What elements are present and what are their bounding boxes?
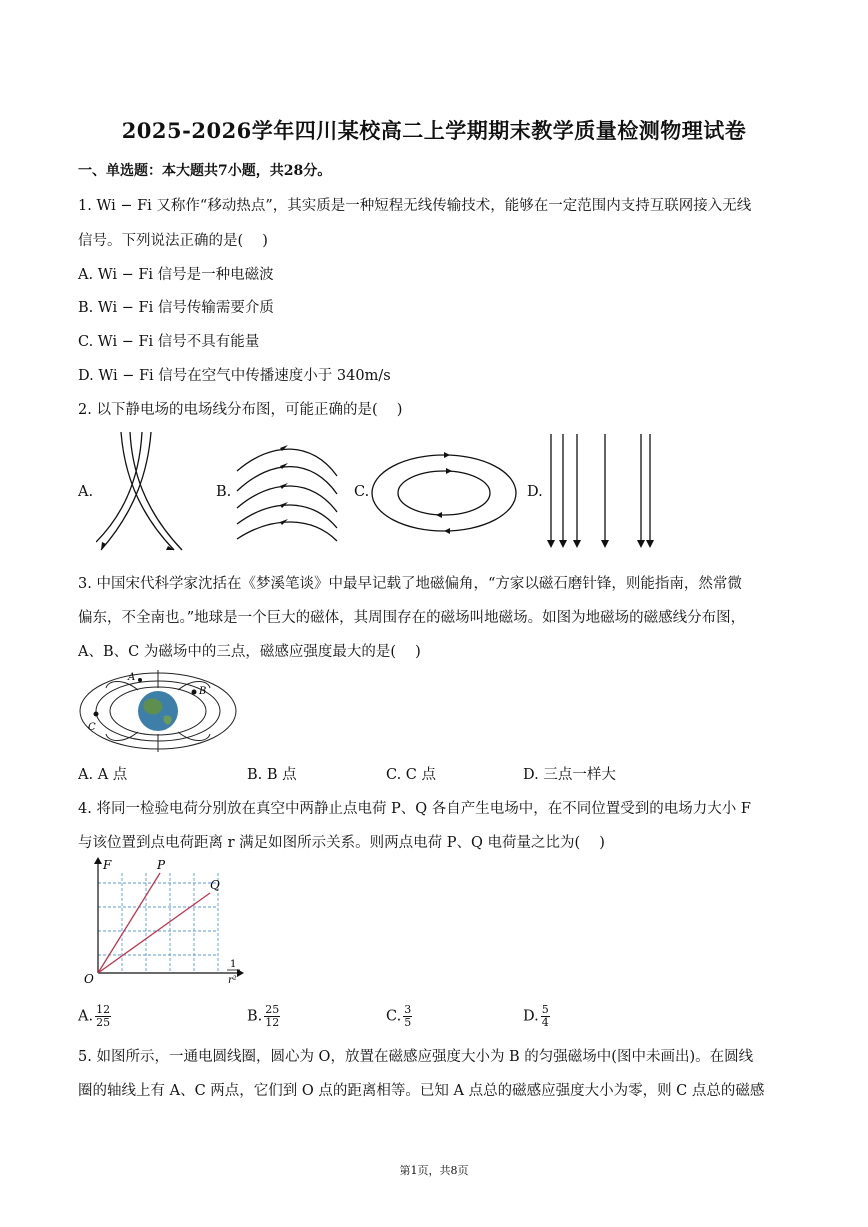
page-footer: 第1页，共8页 — [399, 1164, 469, 1177]
earth-magnetic-field-figure — [78, 668, 240, 754]
graph-y-label: F — [103, 858, 112, 872]
q1-option-a: A. Wi − Fi 信号是一种电磁波 — [78, 267, 274, 283]
q4-option-d: D. $\frac{5}{4}$ — [523, 1003, 549, 1029]
q5-stem-line1: 5. 如图所示，一通电圆线圈，圆心为 O，放置在磁感应强度大小为 B 的匀强磁场中(图中未画出)。在圆线 — [78, 1049, 754, 1065]
graph-origin-label: O — [84, 972, 94, 986]
q4-stem-line2: 与该位置到点电荷距离 r 满足如图所示关系。则两点电荷 P、Q 电荷量之比为( ) — [78, 835, 605, 851]
q1-option-b: B. Wi − Fi 信号传输需要介质 — [78, 300, 274, 316]
q3-stem-line2: 偏东，不全南也。”地球是一个巨大的磁体，其周围存在的磁场叫地磁场。如图为地磁场的磁感线分布图， — [78, 610, 746, 626]
q4-option-c: C. $\frac{3}{5}$ — [386, 1003, 412, 1029]
graph-line-q-label: Q — [210, 878, 220, 892]
q5-stem-line2: 圈的轴线上有 A、C 两点，它们到 O 点的距离相等。已知 A 点总的磁感应强度大小为零，则 C 点总的磁感 — [78, 1083, 765, 1099]
point-a-label: A — [128, 672, 136, 683]
q1-stem-line2: 信号。下列说法正确的是( ) — [78, 233, 268, 249]
graph-x-numerator: 1 — [230, 959, 237, 970]
q3-stem-line3: A、B、C 为磁场中的三点，磁感应强度最大的是( ) — [78, 644, 421, 660]
field-diagram-a — [96, 430, 186, 554]
q2-stem: 2. 以下静电场的电场线分布图，可能正确的是( ) — [78, 402, 403, 418]
q2-label-c: C. — [354, 484, 370, 500]
q2-label-b: B. — [216, 484, 232, 500]
section-heading: 一、单选题：本大题共7小题，共28分。 — [78, 163, 332, 179]
field-diagram-d — [545, 432, 657, 552]
f-vs-inverse-r2-graph — [78, 855, 250, 995]
q4-option-b: B. $\frac{25}{12}$ — [247, 1003, 280, 1029]
point-b-label: B — [199, 686, 207, 697]
graph-line-p-label: P — [157, 858, 166, 872]
q4-stem-line1: 4. 将同一检验电荷分别放在真空中两静止点电荷 P、Q 各自产生电场中，在不同位置受到的电场力大小 F — [78, 801, 751, 817]
q2-label-a: A. — [78, 484, 94, 500]
q1-option-d: D. Wi − Fi 信号在空气中传播速度小于 340m/s — [78, 368, 391, 384]
field-diagram-c — [370, 452, 518, 534]
page-title: 2025-2026学年四川某校高二上学期期末教学质量检测物理试卷 — [121, 118, 747, 143]
q2-label-d: D. — [527, 484, 543, 500]
q3-option-a: A. A 点 — [78, 767, 128, 783]
point-c-label: C — [88, 722, 96, 733]
q3-stem-line1: 3. 中国宋代科学家沈括在《梦溪笔谈》中最早记载了地磁偏角，“方家以磁石磨针锋，则能指南，然常微 — [78, 576, 742, 592]
q1-stem-line1: 1. Wi − Fi 又称作“移动热点”，其实质是一种短程无线传输技术，能够在一定范围内支持互联网接入无线 — [78, 198, 752, 214]
q4-option-a: A. $\frac{12}{25}$ — [78, 1003, 111, 1029]
q3-option-d: D. 三点一样大 — [523, 767, 616, 783]
field-diagram-b — [232, 436, 342, 544]
q3-option-b: B. B 点 — [247, 767, 297, 783]
q1-option-c: C. Wi − Fi 信号不具有能量 — [78, 334, 260, 350]
graph-x-denominator: r² — [228, 975, 237, 986]
q3-option-c: C. C 点 — [386, 767, 436, 783]
